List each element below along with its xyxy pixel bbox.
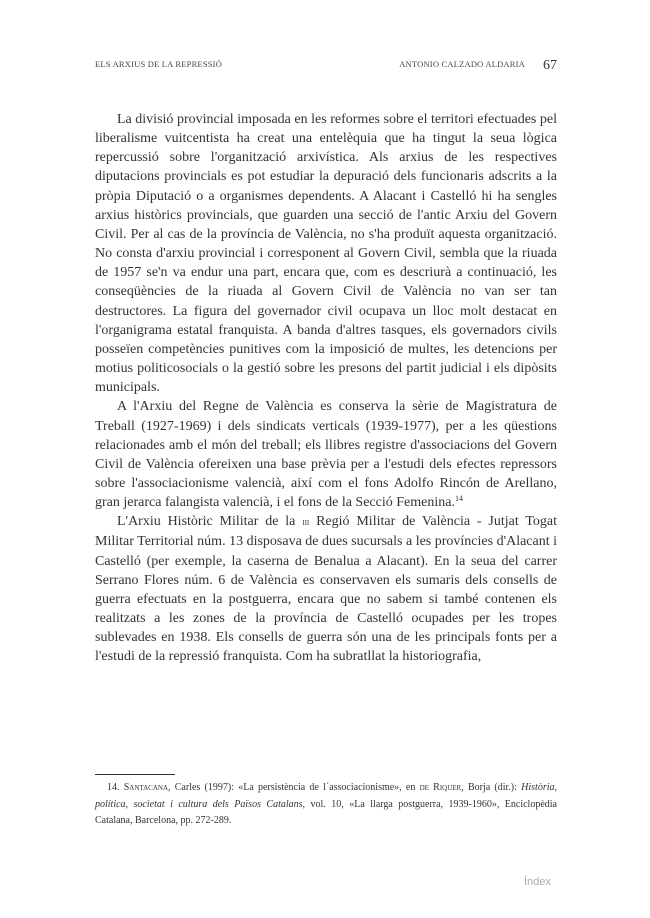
header-book-title: ELS ARXIUS DE LA REPRESSIÓ: [95, 59, 223, 69]
paragraph-3: [95, 512, 557, 666]
footnote-author-2: Riquer: [433, 782, 462, 793]
header-author: ANTONIO CALZADO ALDARIA: [399, 59, 525, 69]
paragraph-2-text: A l'Arxiu del Regne de València es conserva la sèrie de Magistratura de Treball (1927-1969) i dels sindicats verticals (1939-1977), per a les qüestions relacionades amb el món del treball; els llibres registre d'associacions del Govern Civil de València ofereixen una base prèvia per a l'estudi dels efectes repressors sobre l'associacionisme valencià, així com el fons Adolfo Rincón de Arellano, gran jerarca falangista valencià, i el fons de la Secció Femenina.: [95, 399, 557, 511]
footnote-prefix-2: de: [419, 782, 434, 793]
body-text: [95, 110, 557, 667]
roman-numeral: iii: [302, 517, 310, 529]
footnote-ref-14[interactable]: 14: [454, 494, 463, 504]
header-right: [399, 56, 557, 74]
footnote-part-1: , Carles (1997): «La persistència de l´associacionisme», en: [168, 782, 420, 793]
paragraph-2: [95, 397, 557, 512]
footnote-14: [95, 780, 557, 830]
footnote-work-title: Història, política, societat i cultura dels Països Catalans: [95, 782, 557, 810]
footnote-text: [95, 780, 557, 830]
paragraph-3-text-end: Regió Militar de València - Jutjat Togat Militar Territorial núm. 13 disposava de dues sucursals a les províncies d'Alacant i Castelló (per exemple, la caserna de Benalua a Alacant). En la seua del carrer Serrano Flores núm. 6 de València es conservaven els sumaris dels consells de guerra efectuats en la postguerra, encara que no sabem si també contenen els realitzats a les zones de la província de Castelló ocupades per les tropes sublevades en 1938. Els consells de guerra són una de les principals fonts per a l'estudi de la repressió franquista. Com ha subratllat la historiografia,: [95, 514, 558, 665]
running-header: [95, 56, 557, 74]
footnote-part-3: , vol. 10, «La llarga postguerra, 1939-1960», Enciclopèdia Catalana, Barcelona, pp. 272-289.: [95, 798, 557, 826]
paragraph-3-text-start: L'Arxiu Històric Militar de la: [117, 514, 303, 530]
footnote-author-1: Santacana: [123, 782, 169, 793]
paragraph-1: [95, 110, 557, 397]
footnote-divider: [95, 774, 175, 775]
footnote-number: 14.: [107, 782, 120, 793]
paragraph-1-text: La divisió provincial imposada en les reformes sobre el territori efectuades pel liberalisme vuitcentista ha creat una entelèquia que ha tingut la seua lògica repercussió sobre l'organització arxivística. Als arxius de les respectives diputacions provincials es pot estudiar la depuració dels funcionaris adscrits a la pròpia Diputació o a organismes dependents. A Alacant i Castelló hi ha sengles arxius històrics provincials, que guarden una secció de l'antic Arxiu del Govern Civil. Per al cas de la província de València, no s'ha produït aquesta organització. No consta d'arxiu provincial i corresponent al Govern Civil, sembla que la riuada de 1957 se'n va endur una part, encara que, com es descriurà a continuació, les conseqüències de la riuada al Govern Civil de València no van ser tan destructores. La figura del governador civil ocupava un lloc molt destacat en l'organigrama estatal franquista. A banda d'altres tasques, els governadors civils posseïen competències punitives com la imposició de multes, les detencions per motius politicosocials o la gestió sobre les presons del partit judicial i els dipòsits municipals.: [95, 112, 557, 396]
page-number: 67: [543, 58, 557, 73]
footnote-part-2: , Borja (dir.):: [461, 782, 522, 793]
index-link[interactable]: Índex: [524, 876, 551, 888]
